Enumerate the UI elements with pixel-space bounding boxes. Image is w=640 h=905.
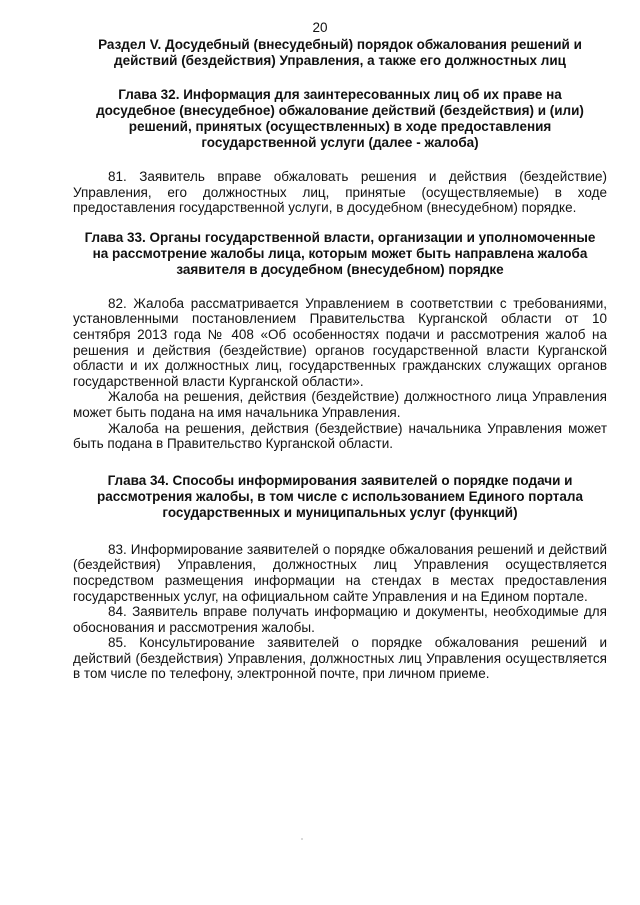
- chapter-heading-line: решений, принятых (осуществленных) в ходе предоставления: [128, 119, 552, 134]
- page-number: 20: [312, 20, 328, 35]
- paragraph-83: 83. Информирование заявителей о порядке обжалования решений и действий (бездействия) Управления, должностных лиц Управления осуществляется посредством размещения информации на стендах в местах предоставления государственных услуг, на официальном сайте Управления и на Едином портале.: [73, 541, 607, 604]
- paragraph-81: 81. Заявитель вправе обжаловать решения и действия (бездействие) Управления, его должностных лиц, принятые (осуществляемые) в ходе предоставления государственной услуги, в досудебном (внесудебном) порядке.: [73, 169, 607, 216]
- scan-speck: [301, 838, 303, 840]
- chapter-heading-line: досудебное (внесудебное) обжалование действий (бездействия) и (или): [96, 103, 584, 118]
- page-content: [73, 37, 607, 682]
- chapter-heading-line: Глава 34. Способы информирования заявителей о порядке подачи и: [107, 472, 573, 488]
- section-heading-line: действий (бездействия) Управления, а также его должностных лиц: [114, 53, 566, 68]
- chapter-heading-line: Глава 33. Органы государственной власти, организации и уполномоченные: [84, 229, 596, 245]
- paragraph-85: 85. Консультирование заявителей о порядке обжалования решений и действий (бездействия) Управления, должностных лиц Управления осуществляется в том числе по телефону, электронной почте, при личном приеме.: [73, 635, 607, 682]
- section-heading-line: Раздел V. Досудебный (внесудебный) порядок обжалования решений и: [98, 37, 582, 52]
- chapter-heading-line: рассмотрения жалобы, в том числе с использованием Единого портала: [97, 488, 583, 504]
- section-heading: [73, 37, 607, 69]
- chapter-heading-line: заявителя в досудебном (внесудебном) порядке: [176, 261, 504, 277]
- paragraph-82-complaint-head: Жалоба на решения, действия (бездействие) начальника Управления может быть подана в Правительство Курганской области.: [73, 420, 607, 452]
- chapter-heading-line: на рассмотрение жалобы лица, которым может быть направлена жалоба: [92, 245, 588, 261]
- chapter-heading-line: государственной услуги (далее - жалоба): [201, 135, 479, 150]
- chapter-34-heading: [73, 473, 607, 521]
- chapter-32-heading: [73, 87, 607, 151]
- paragraph-82: 82. Жалоба рассматривается Управлением в соответствии с требованиями, установленными постановлением Правительства Курганской области от 10 сентября 2013 года № 408 «Об особенностях подачи и рассмотрения жалоб на решения и действия (бездействие) органов государственной власти Курганской области и их должностных лиц, государственных гражданских служащих органов государственной власти Курганской области».: [73, 295, 607, 389]
- paragraph-82-complaint-official: Жалоба на решения, действия (бездействие) должностного лица Управления может быть подана на имя начальника Управления.: [73, 389, 607, 420]
- chapter-33-heading: [73, 230, 607, 278]
- chapter-heading-line: Глава 32. Информация для заинтересованных лиц об их праве на: [118, 87, 562, 102]
- chapter-heading-line: государственных и муниципальных услуг (функций): [162, 504, 518, 520]
- paragraph-84: 84. Заявитель вправе получать информацию и документы, необходимые для обоснования и рассмотрения жалобы.: [73, 604, 607, 635]
